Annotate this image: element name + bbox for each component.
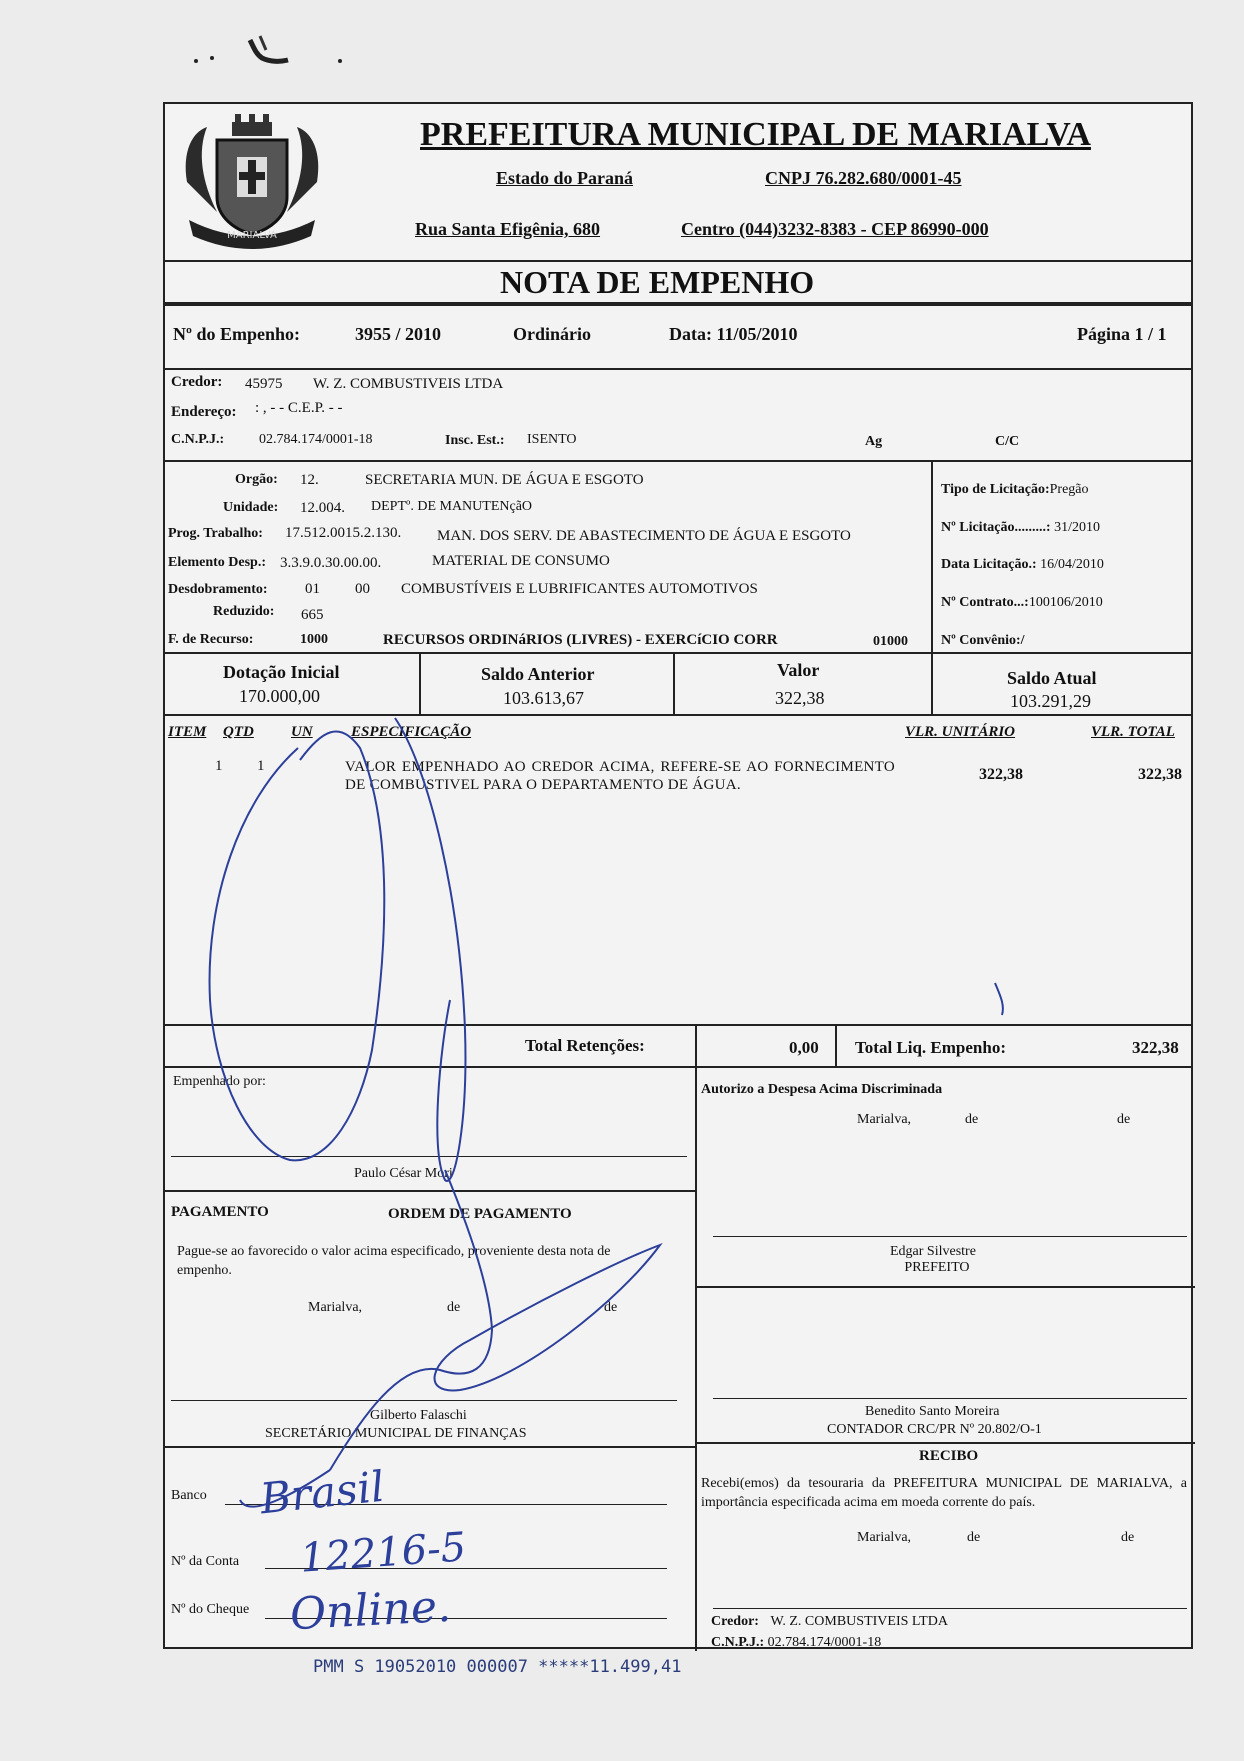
- recibo-credor-nome: W. Z. COMBUSTIVEIS LTDA: [770, 1614, 948, 1629]
- cc-label: C/C: [995, 434, 1020, 449]
- municipal-coat-of-arms-icon: [177, 112, 327, 252]
- ordem-pagamento-label: ORDEM DE PAGAMENTO: [388, 1206, 572, 1222]
- nota-empenho-form: [163, 102, 1193, 1649]
- saldo-atual-value: 103.291,29: [1010, 691, 1091, 711]
- elem-name: MATERIAL DE CONSUMO: [432, 553, 610, 569]
- prog-name: MAN. DOS SERV. DE ABASTECIMENTO DE ÁGUA E ESGOTO: [437, 528, 851, 544]
- pagamento-label: PAGAMENTO: [171, 1204, 269, 1220]
- recibo-texto: Recebi(emos) da tesouraria da PREFEITURA MUNICIPAL DE MARIALVA, a importância especificada acima em moeda corrente do país.: [701, 1476, 1187, 1510]
- conta-label: Nº da Conta: [171, 1554, 240, 1569]
- footer-stamp: PMM S 19052010 000007 *****11.499,41: [313, 1657, 682, 1677]
- fonte-label: F. de Recurso:: [168, 632, 254, 647]
- retencoes-row: [165, 1026, 1191, 1068]
- saldo-anterior-label: Saldo Anterior: [481, 664, 595, 684]
- credor-label: Credor:: [171, 374, 223, 390]
- local-data-label: Marialva,: [857, 1530, 912, 1545]
- banco-label: Banco: [171, 1488, 207, 1503]
- col-un: UN: [291, 724, 313, 740]
- header: [165, 104, 1191, 262]
- elem-label: Elemento Desp.:: [168, 555, 266, 570]
- licitacao-data: 16/04/2010: [1036, 557, 1104, 572]
- prog-code: 17.512.0015.2.130.: [285, 525, 402, 541]
- fonte-num: 01000: [873, 634, 908, 649]
- dotacao-label: Dotação Inicial: [223, 662, 340, 682]
- col-vlr-unitario: VLR. UNITÁRIO: [905, 724, 1016, 740]
- recibo-cnpj: 02.784.174/0001-18: [767, 1635, 882, 1650]
- desd-label: Desdobramento:: [168, 582, 268, 597]
- licitacao-num: 31/2010: [1050, 520, 1100, 535]
- liquido-label: Total Liq. Empenho:: [855, 1038, 1006, 1057]
- item-vlr-unitario: 322,38: [979, 766, 1023, 783]
- contador-cargo: CONTADOR CRC/PR Nº 20.802/O-1: [827, 1422, 1042, 1437]
- secretario-cargo: SECRETÁRIO MUNICIPAL DE FINANÇAS: [265, 1426, 527, 1441]
- ag-label: Ag: [865, 434, 883, 449]
- col-qtd: QTD: [223, 724, 254, 740]
- reduzido-label: Reduzido:: [213, 604, 275, 619]
- liquido-value: 322,38: [1132, 1038, 1179, 1057]
- unidade-code: 12.004.: [300, 500, 345, 516]
- orgao-name: SECRETARIA MUN. DE ÁGUA E ESGOTO: [365, 472, 644, 488]
- contrato-label: Nº Contrato...:: [941, 595, 1029, 610]
- item-number: 1: [215, 758, 223, 774]
- empenho-date: Data: 11/05/2010: [669, 324, 798, 344]
- saldo-atual-label: Saldo Atual: [1007, 668, 1097, 688]
- prefeito-cargo: PREFEITO: [904, 1260, 970, 1275]
- saldo-anterior-value: 103.613,67: [503, 688, 584, 708]
- contrato-num: 100106/2010: [1028, 595, 1103, 610]
- de-label: de: [965, 1112, 979, 1127]
- empenhado-label: Empenhado por:: [173, 1074, 266, 1089]
- local-data-label: Marialva,: [308, 1300, 363, 1315]
- desd-name: COMBUSTÍVEIS E LUBRIFICANTES AUTOMOTIVOS: [401, 581, 758, 597]
- empenho-label: Nº do Empenho:: [173, 324, 300, 344]
- address-label: Endereço:: [171, 404, 237, 420]
- items-section: [165, 716, 1191, 1026]
- credor-ie: ISENTO: [527, 432, 577, 447]
- de-label: de: [967, 1530, 981, 1545]
- licitacao-num-label: Nº Licitação.........:: [941, 520, 1051, 535]
- handwritten-conta: 12216-5: [298, 1524, 468, 1582]
- empenhado-nome: Paulo César Mori: [354, 1166, 453, 1181]
- retencoes-value: 0,00: [789, 1038, 819, 1057]
- empenho-number: 3955 / 2010: [355, 324, 442, 344]
- doc-title-bar: [165, 262, 1191, 306]
- autorizo-label: Autorizo a Despesa Acima Discriminada: [701, 1082, 943, 1097]
- secretario-nome: Gilberto Falaschi: [370, 1408, 467, 1423]
- de-label: de: [1121, 1530, 1135, 1545]
- valor-label: Valor: [777, 660, 820, 680]
- cheque-label: Nº do Cheque: [171, 1602, 250, 1617]
- valor-value: 322,38: [775, 688, 825, 708]
- contact-label: Centro (044)3232-8383 - CEP 86990-000: [681, 219, 989, 239]
- unidade-name: DEPTº. DE MANUTENçãO: [371, 499, 533, 514]
- handwritten-banco: Brasil: [257, 1461, 387, 1524]
- col-item: ITEM: [168, 724, 207, 740]
- tipo-licitacao-label: Tipo de Licitação:: [941, 482, 1050, 497]
- svg-text:MARIALVA: MARIALVA: [227, 230, 277, 241]
- col-especificacao: ESPECIFICAÇÃO: [351, 724, 472, 740]
- item-qtd: 1: [257, 758, 265, 774]
- tipo-licitacao: Pregão: [1049, 482, 1089, 497]
- totals-row: [165, 654, 1191, 716]
- contador-nome: Benedito Santo Moreira: [865, 1404, 1000, 1419]
- prog-label: Prog. Trabalho:: [168, 526, 263, 541]
- credor-code: 45975: [245, 376, 283, 392]
- orgao-label: Orgão:: [235, 472, 278, 487]
- recibo-credor-label: Credor:: [711, 1614, 759, 1629]
- licitacao-data-label: Data Licitação.:: [941, 557, 1037, 572]
- de-label: de: [604, 1300, 618, 1315]
- credor-cnpj: 02.784.174/0001-18: [259, 432, 373, 447]
- desd-b: 00: [355, 581, 370, 597]
- budget-section: [165, 462, 1191, 654]
- unidade-label: Unidade:: [223, 500, 279, 515]
- handwritten-cheque: Online.: [288, 1580, 453, 1641]
- fonte-name: RECURSOS ORDINáRIOS (LIVRES) - EXERCíCIO CORR: [383, 632, 778, 648]
- orgao-code: 12.: [300, 472, 319, 488]
- de-label: de: [447, 1300, 461, 1315]
- item-vlr-total: 322,38: [1138, 766, 1182, 783]
- dotacao-value: 170.000,00: [239, 686, 320, 706]
- col-vlr-total: VLR. TOTAL: [1091, 724, 1175, 740]
- recibo-cnpj-label: C.N.P.J.:: [711, 1635, 765, 1650]
- doc-title: NOTA DE EMPENHO: [500, 264, 815, 300]
- de-label: de: [1117, 1112, 1131, 1127]
- local-data-label: Marialva,: [857, 1112, 912, 1127]
- convenio-label: Nº Convênio:/: [941, 633, 1025, 648]
- page-number: Página 1 / 1: [1077, 324, 1167, 344]
- address-label: Rua Santa Efigênia, 680: [415, 219, 601, 239]
- recibo-label: RECIBO: [919, 1448, 979, 1464]
- cnpj-label: C.N.P.J.:: [171, 432, 225, 447]
- page-title: PREFEITURA MUNICIPAL DE MARIALVA: [420, 116, 1091, 153]
- item-description: VALOR EMPENHADO AO CREDOR ACIMA, REFERE-SE AO FORNECIMENTO DE COMBUSTIVEL PARA O DEPARTAMENTO DE ÁGUA.: [345, 759, 895, 793]
- credor-name: W. Z. COMBUSTIVEIS LTDA: [313, 376, 504, 392]
- credor-address: : , - - C.E.P. - -: [255, 400, 343, 416]
- pague-se-text: Pague-se ao favorecido o valor acima especificado, proveniente desta nota de empenho.: [177, 1244, 611, 1278]
- elem-code: 3.3.9.0.30.00.00.: [280, 555, 382, 571]
- state-label: Estado do Paraná: [496, 168, 634, 188]
- cnpj-label: CNPJ 76.282.680/0001-45: [765, 168, 962, 188]
- empenho-line: [165, 306, 1191, 370]
- credor-section: [165, 370, 1191, 462]
- empenho-type: Ordinário: [513, 324, 592, 344]
- prefeito-nome: Edgar Silvestre: [890, 1244, 976, 1259]
- desd-a: 01: [305, 581, 320, 597]
- retencoes-label: Total Retenções:: [525, 1036, 645, 1055]
- ie-label: Insc. Est.:: [445, 433, 505, 448]
- scan-mark-icon: [190, 28, 350, 73]
- reduzido-code: 665: [301, 607, 324, 623]
- prefeito-block: [890, 1244, 976, 1276]
- fonte-code: 1000: [300, 632, 328, 647]
